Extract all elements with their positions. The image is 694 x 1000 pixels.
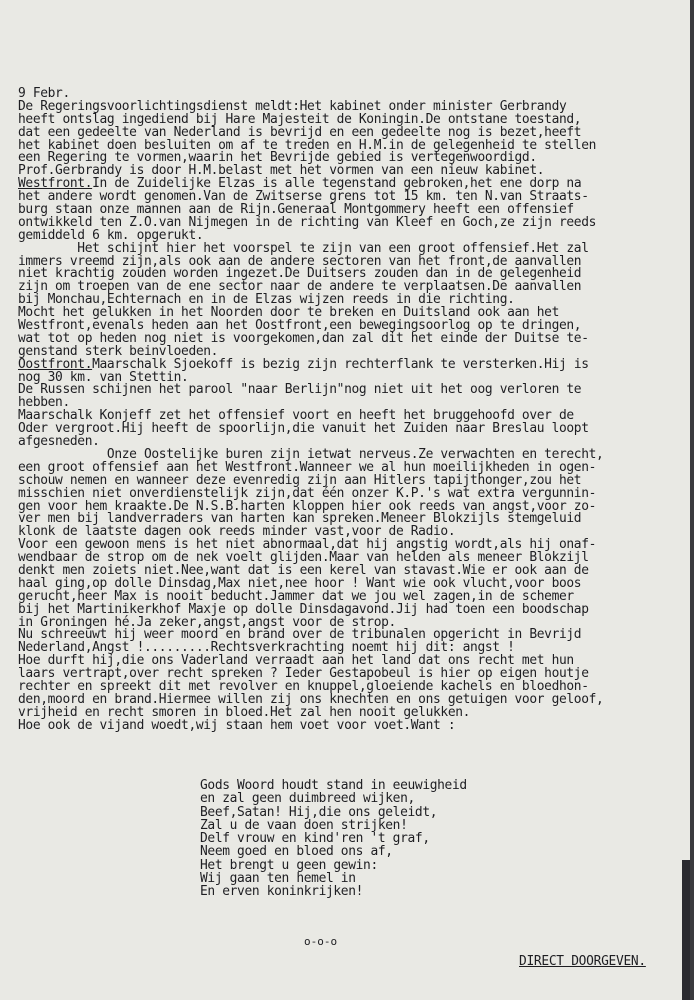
text-line: misschien niet onverdienstelijk zijn,dat één onzer K.P.'s wat extra vergunnin-: [18, 485, 597, 501]
poem: [200, 779, 467, 899]
text-line: wat tot op heden nog niet is voorgekomen,dan zal dit het einde der Duitse te-: [18, 330, 589, 346]
text-line: een groot offensief aan het Westfront.Wanneer we al hun moeilijkheden in ogen-: [18, 459, 597, 475]
text-line: hebben.: [18, 395, 70, 411]
text-line: Oder vergroot.Hij heeft de spoorlijn,die vanuit het Zuiden naar Breslau loopt: [18, 421, 589, 437]
text-line: Onze Oostelijke buren zijn ietwat nerveus.Ze verwachten en terecht,: [18, 446, 604, 462]
westfront-heading: Westfront.: [18, 176, 93, 192]
westfront-first-line: In de Zuidelijke Elzas is alle tegenstand gebroken,het ene dorp na: [92, 176, 582, 192]
document-body: [18, 88, 686, 733]
text-line: De Regeringsvoorlichtingsdienst meldt:Het kabinet onder minister Gerbrandy: [18, 98, 567, 114]
text-line: klonk de laatste dagen ook reeds minder vast,voor de Radio.: [18, 524, 456, 540]
text-line: Hoe durft hij,die ons Vaderland verraadt aan het land dat ons recht met hun: [18, 653, 574, 669]
text-line: rechter en spreekt dit met revolver en knuppel,gloeiende kachels en bloedhon-: [18, 678, 589, 694]
text-line: niet krachtig zouden worden ingezet.De Duitsers zouden dan in de gelegenheid: [18, 266, 582, 282]
date-line: 9 Febr.: [18, 86, 70, 101]
paragraph-oostfront: [18, 369, 686, 733]
oostfront-first-line: Maarschalk Sjoekoff is bezig zijn rechterflank te versterken.Hij is: [92, 356, 589, 372]
separator: o-o-o: [304, 935, 338, 948]
text-line: het kabinet doen besluiten om af te treden en H.M.in de gelegenheid te stellen: [18, 137, 597, 153]
text-line: bij Monchau,Echternach en in de Elzas wijzen reeds in die richting.: [18, 292, 515, 308]
text-line: Westfront,evenals heden aan het Oostfront,een bewegingsoorlog op te dringen,: [18, 318, 582, 334]
text-line: schouw nemen en wanneer deze evenredig zijn aan Hitlers tapijthonger,zou het: [18, 472, 582, 488]
text-line: De Russen schijnen het parool "naar Berlijn"nog niet uit het oog verloren te: [18, 382, 582, 398]
poem-line: Het brengt u geen gewin:: [200, 857, 378, 873]
text-line: een Regering te vormen,waarin het Bevrijde gebied is vertegenwoordigd.: [18, 150, 537, 166]
text-line: Hoe ook de vijand woedt,wij staan hem voet voor voet.Want :: [18, 717, 456, 733]
text-line: het andere wordt genomen.Van de Zwitserse grens tot 15 km. ten N.van Straats-: [18, 189, 589, 205]
text-line: Prof.Gerbrandy is door H.M.belast met het vormen van een nieuw kabinet.: [18, 163, 545, 179]
poem-line: Neem goed en bloed ons af,: [200, 844, 393, 860]
text-line: Mocht het gelukken in het Noorden door te breken en Duitsland ook aan het: [18, 305, 559, 321]
text-line: Maarschalk Konjeff zet het offensief voort en heeft het bruggehoofd over de: [18, 408, 574, 424]
text-line: bij het Martinikerkhof Maxje op dolle Dinsdagavond.Jij had toen een boodschap: [18, 601, 589, 617]
text-line: vrijheid en recht smoren in bloed.Het zal hen nooit gelukken.: [18, 704, 471, 720]
text-line: dat een gedeelte van Nederland is bevrijd en een gedeelte nog is bezet,heeft: [18, 124, 582, 140]
text-line: heeft ontslag ingediend bij Hare Majesteit de Koningin.De ontstane toestand,: [18, 111, 582, 127]
text-line: gerucht,heer Max is nooit beducht.Jammer dat we jou wel zagen,in de schemer: [18, 588, 574, 604]
poem-line: Delf vrouw en kind'ren 't graf,: [200, 831, 430, 847]
oostfront-heading: Oostfront.: [18, 356, 93, 372]
text-line: Voor een gewoon mens is het niet abnormaal,dat hij angstig wordt,als hij onaf-: [18, 537, 597, 553]
text-line: zijn om troepen van de ene sector naar de andere te verplaatsen.De aanvallen: [18, 279, 582, 295]
poem-line: Beef,Satan! Hij,die ons geleidt,: [200, 804, 438, 820]
text-line: haal ging,op dolle Dinsdag,Max niet,nee hoor ! Want wie ook vlucht,voor boos: [18, 575, 582, 591]
text-line: immers vreemd zijn,als ook aan de andere sectoren van het front,de aanvallen: [18, 253, 582, 269]
text-line: gemiddeld 6 km. opgerukt.: [18, 227, 204, 243]
text-line: ontwikkeld ten Z.O.van Nijmegen in de richting van Kleef en Goch,ze zijn reeds: [18, 214, 597, 230]
text-line: in Groningen hé.Ja zeker,angst,angst voor de strop.: [18, 614, 396, 630]
text-line: nog 30 km. van Stettin.: [18, 369, 189, 385]
paragraph-westfront: [18, 191, 686, 359]
poem-line: En erven koninkrijken!: [200, 884, 364, 900]
poem-line: Gods Woord houdt stand in eeuwigheid: [200, 778, 467, 793]
footer-direct-doorgeven: DIRECT DOORGEVEN.: [519, 954, 646, 969]
text-line: burg staan onze mannen aan de Rijn.Generaal Montgommery heeft een offensief: [18, 202, 574, 218]
text-line: Het schijnt hier het voorspel te zijn van een groot offensief.Het zal: [18, 240, 589, 256]
background-edge: [682, 860, 690, 1000]
text-line: denkt men zoiets niet.Nee,want dat is een kerel van stavast.Wie er ook aan de: [18, 562, 589, 578]
text-line: gen voor hem kraakte.De N.S.B.harten kloppen hier ook reeds van angst,voor zo-: [18, 498, 597, 514]
poem-line: en zal geen duimbreed wijken,: [200, 791, 415, 807]
text-line: laars vertrapt,over recht spreken ? Ieder Gestapobeul is hier op eigen houtje: [18, 666, 589, 682]
text-line: den,moord en brand.Hiermee willen zij ons knechten en ons getuigen voor geloof,: [18, 691, 604, 707]
text-line: Nederland,Angst !.........Rechtsverkrachting noemt hij dit: angst !: [18, 640, 515, 656]
text-line: wendbaar de strop om de nek voelt glijden.Maar van helden als meneer Blokzijl: [18, 550, 589, 566]
poem-line: Wij gaan ten hemel in: [200, 871, 356, 887]
text-line: Nu schreeuwt hij weer moord en brand over de tribunalen opgericht in Bevrijd: [18, 627, 582, 643]
paragraph-government: [18, 98, 686, 179]
text-line: afgesneden.: [18, 434, 100, 450]
text-line: genstand sterk beinvloeden.: [18, 343, 219, 359]
text-line: ver men bij landverraders van harten kan spreken.Meneer Blokzijls stemgeluid: [18, 511, 582, 527]
poem-line: Zal u de vaan doen strijken!: [200, 817, 408, 833]
